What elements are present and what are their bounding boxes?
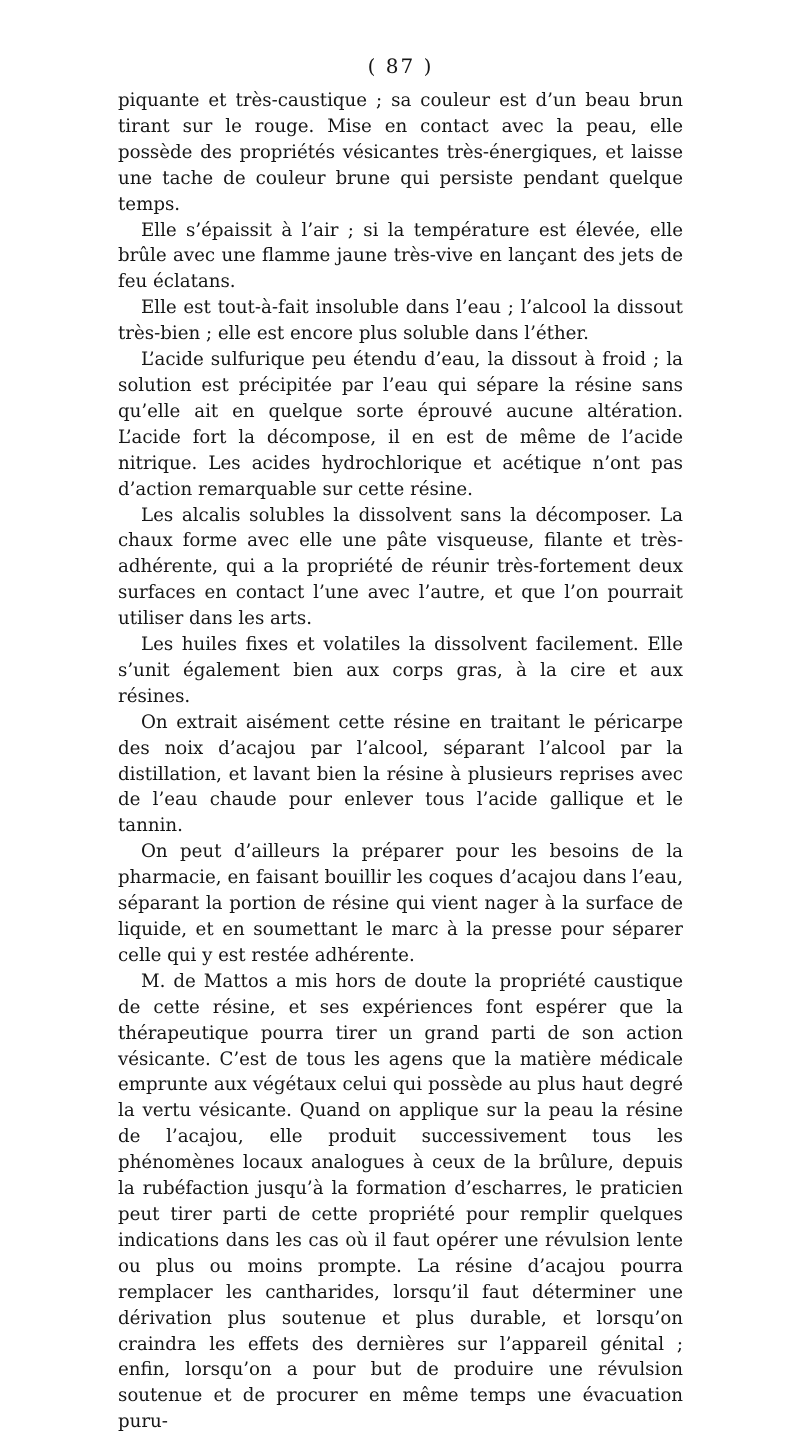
paragraph-acids: L’acide sulfurique peu étendu d’eau, la dissout à froid ; la solution est précipitée par l’eau qui sépare la résine sans qu’elle ait en quelque sorte éprouvé aucune altération. L’acide fort la décompose, il en est de même de l’acide nitrique. Les acides hydrochlorique et acétique n’ont pas d’action remarquable sur cette résine. [118,349,683,500]
paragraph-solubility: Elle est tout-à-fait insoluble dans l’eau ; l’alcool la dissout très-bien ; elle est encore plus soluble dans l’éther. [118,297,683,345]
paragraph-oils: Les huiles fixes et volatiles la dissolvent facilement. Elle s’unit également bien aux corps gras, à la cire et aux résines. [118,634,683,707]
paragraph-therapeutics: M. de Mattos a mis hors de doute la propriété caustique de cette résine, et ses expériences font espérer que la thérapeutique pourra tirer un grand parti de son action vésicante. C’est de tous les agens que la matière médicale emprunte aux végétaux celui qui possède au plus haut degré la vertu vésicante. Quand on applique sur la peau la résine de l’acajou, elle produit successivement tous les phénomènes locaux analogues à ceux de la brûlure, depuis la rubéfaction jusqu’à la formation d’escharres, le praticien peut tirer parti de cette propriété pour remplir quelques indications dans les cas où il faut opérer une révulsion lente ou plus ou moins prompte. La résine d’acajou pourra remplacer les cantharides, lorsqu’il faut déterminer une dérivation plus soutenue et plus durable, et lorsqu’on craindra les effets des dernières sur l’appareil génital ; enfin, lorsqu’on a pour but de produire une révulsion soutenue et de procurer en même temps une évacuation puru- [118,970,683,1433]
book-page [118,52,683,1435]
page-number: ( 87 ) [367,54,434,78]
paragraph-air: Elle s’épaissit à l’air ; si la température est élevée, elle brûle avec une flamme jaune très-vive en lançant des jets de feu éclatans. [118,219,683,293]
paragraph-continuation: piquante et très-caustique ; sa couleur est d’un beau brun tirant sur le rouge. Mise en contact avec la peau, elle possède des propriétés vésicantes très-énergiques, et laisse une tache de couleur brune qui persiste pendant quelque temps. [118,90,683,215]
paragraph-extraction: On extrait aisément cette résine en traitant le péricarpe des noix d’acajou par l’alcool, séparant l’alcool par la distillation, et lavant bien la résine à plusieurs reprises avec de l’eau chaude pour enlever tous l’acide gallique et le tannin. [118,711,683,837]
paragraph-pharmacy: On peut d’ailleurs la préparer pour les besoins de la pharmacie, en faisant bouillir les coques d’acajou dans l’eau, séparant la portion de résine qui vient nager à la surface de liquide, et en soumettant le marc à la presse pour séparer celle qui y est restée adhérente. [118,841,683,966]
paragraph-alkalis: Les alcalis solubles la dissolvent sans la décomposer. La chaux forme avec elle une pâte visqueuse, filante et très-adhérente, qui a la propriété de réunir très-fortement deux surfaces en contact l’une avec l’autre, et que l’on pourrait utiliser dans les arts. [118,504,683,630]
